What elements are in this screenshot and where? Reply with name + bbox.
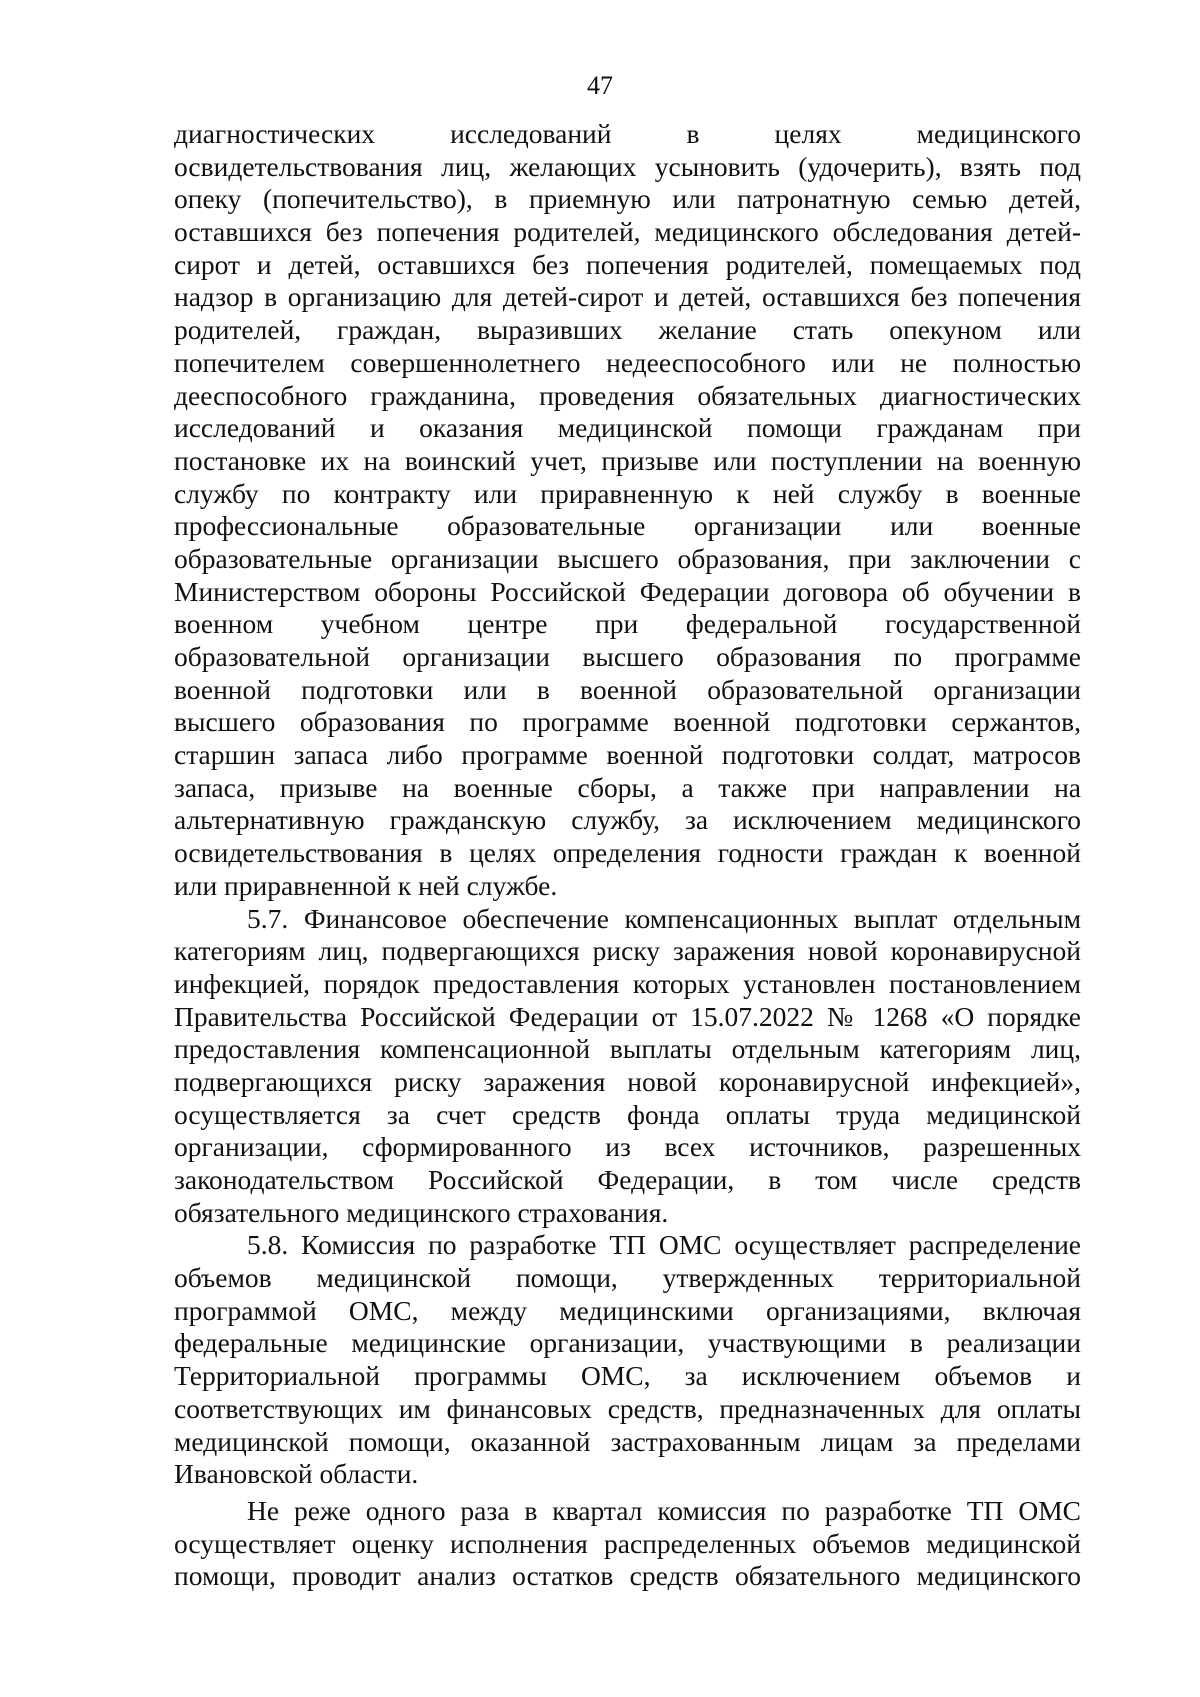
text-line: Территориальной программы ОМС, за исключением объемов и [174, 1360, 1081, 1392]
text-line: надзор в организацию для детей-сирот и детей, оставшихся без попечения [174, 281, 1081, 313]
text-line: Ивановской области. [174, 1458, 419, 1490]
text-line: освидетельствования в целях определения годности граждан к военной [174, 837, 1081, 869]
text-line: подвергающихся риску заражения новой коронавирусной инфекцией», [174, 1065, 1081, 1097]
text-line: соответствующих им финансовых средств, предназначенных для оплаты [174, 1392, 1081, 1424]
text-line: оставшихся без попечения родителей, медицинского обследования детей- [174, 216, 1081, 248]
text-line: 5.7. Финансовое обеспечение компенсационных выплат отдельным [247, 902, 1081, 934]
text-line: сирот и детей, оставшихся без попечения родителей, помещаемых под [174, 248, 1081, 280]
text-line: или приравненной к ней службе. [174, 869, 558, 901]
text-line: организации, сформированного из всех источников, разрешенных [174, 1131, 1081, 1163]
text-line: обязательного медицинского страхования. [174, 1196, 669, 1228]
text-line: объемов медицинской помощи, утвержденных территориальной [174, 1262, 1081, 1294]
text-line: военном учебном центре при федеральной государственной [174, 608, 1081, 640]
text-line: профессиональные образовательные организации или военные [174, 510, 1081, 542]
text-line: помощи, проводит анализ остатков средств обязательного медицинского [174, 1560, 1081, 1592]
text-line: 5.8. Комиссия по разработке ТП ОМС осуществляет распределение [247, 1229, 1081, 1261]
text-line: диагностических исследований в целях медицинского [174, 118, 1081, 149]
text-line: осуществляет оценку исполнения распределенных объемов медицинской [174, 1527, 1081, 1559]
text-line: опеку (попечительство), в приемную или патронатную семью детей, [174, 183, 1081, 215]
text-line: военной подготовки или в военной образовательной организации [174, 673, 1081, 705]
text-line: старшин запаса либо программе военной подготовки солдат, матросов [174, 739, 1081, 771]
text-line: службу по контракту или приравненную к ней службу в военные [174, 477, 1081, 509]
text-line: Не реже одного раза в квартал комиссия по разработке ТП ОМС [247, 1494, 1081, 1526]
text-line: постановке их на воинский учет, призыве или поступлении на военную [174, 444, 1081, 476]
text-line: родителей, граждан, выразивших желание стать опекуном или [174, 314, 1081, 346]
text-line: медицинской помощи, оказанной застрахованным лицам за пределами [174, 1425, 1081, 1457]
text-line: высшего образования по программе военной подготовки сержантов, [174, 706, 1081, 738]
text-line: попечителем совершеннолетнего недееспособного или не полностью [174, 346, 1081, 378]
text-line: дееспособного гражданина, проведения обязательных диагностических [174, 379, 1081, 411]
document-body [174, 118, 1081, 1593]
text-line: Министерством обороны Российской Федерации договора об обучении в [174, 575, 1081, 607]
text-line: федеральные медицинские организации, участвующими в реализации [174, 1327, 1081, 1359]
text-line: освидетельствования лиц, желающих усыновить (удочерить), взять под [174, 150, 1081, 182]
text-line: инфекцией, порядок предоставления которых установлен постановлением [174, 967, 1081, 999]
text-line: осуществляется за счет средств фонда оплаты труда медицинской [174, 1098, 1081, 1130]
text-line: программой ОМС, между медицинскими организациями, включая [174, 1294, 1081, 1326]
text-line: категориям лиц, подвергающихся риску заражения новой коронавирусной [174, 935, 1081, 967]
page-number: 47 [587, 71, 613, 100]
text-line: Правительства Российской Федерации от 15.07.2022 № 1268 «О порядке [174, 1000, 1081, 1032]
text-line: законодательством Российской Федерации, в том числе средств [174, 1164, 1081, 1195]
text-line: предоставления компенсационной выплаты отдельным категориям лиц, [174, 1033, 1081, 1065]
text-line: исследований и оказания медицинской помощи гражданам при [174, 412, 1081, 444]
text-line: образовательной организации высшего образования по программе [174, 641, 1081, 672]
text-line: образовательные организации высшего образования, при заключении с [174, 542, 1081, 574]
text-line: запаса, призыве на военные сборы, а также при направлении на [174, 771, 1081, 803]
text-line: альтернативную гражданскую службу, за исключением медицинского [174, 804, 1081, 836]
